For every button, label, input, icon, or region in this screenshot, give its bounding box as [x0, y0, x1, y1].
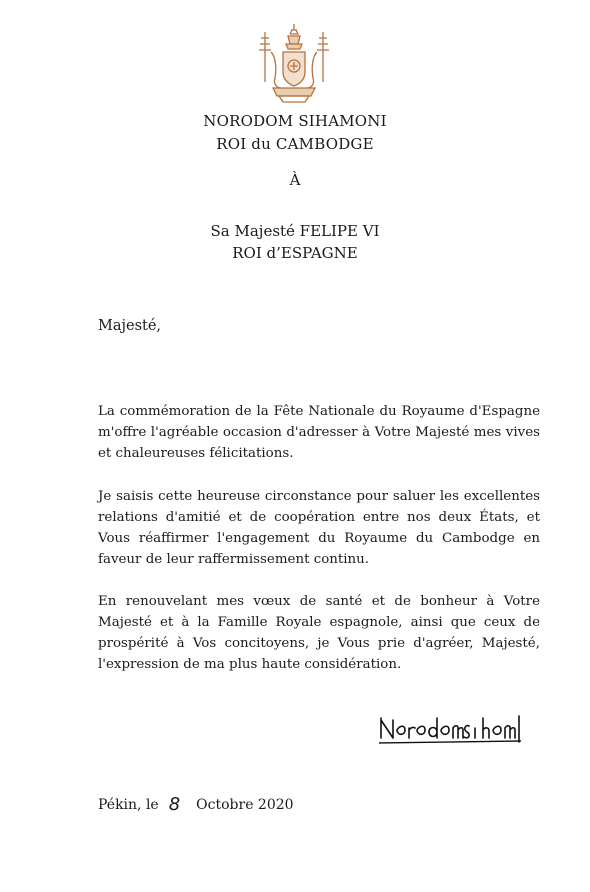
paragraph-2: [98, 486, 540, 570]
dateline-month-year: Octobre 2020: [196, 797, 294, 813]
paragraph-text: Je saisis cette heureuse circonstance pour saluer les excellentes relations d'amitié et de coopération entre nos deux États, et Vous réaffirmer l'engagement du Royaume du Cambodge en faveur de leur raffermissement continu.: [98, 489, 540, 567]
salutation: Majesté,: [98, 318, 162, 334]
recipient-name: Sa Majesté FELIPE VI: [210, 222, 380, 240]
paragraph-3: [98, 591, 540, 675]
paragraph-1: [98, 401, 540, 464]
paragraph-text: En renouvelant mes vœux de santé et de bonheur à Votre Majesté et à la Famille Royale espagnole, ainsi que ceux de prospérité à Vos concitoyens, je Vous prie d'agréer, Majesté, l'expression de ma plus haute considération.: [98, 594, 540, 672]
to-word: À: [289, 171, 301, 189]
signature: [375, 712, 525, 748]
paragraph-text: La commémoration de la Fête Nationale du Royaume d'Espagne m'offre l'agréable occasion d'adresser à Votre Majesté mes vives et chaleureuses félicitations.: [98, 404, 540, 461]
recipient-block: [0, 220, 590, 264]
dateline-day: 8: [168, 794, 181, 815]
dateline-prefix: Pékin, le: [98, 797, 159, 813]
sender-block: [0, 110, 590, 156]
recipient-title: ROI d’ESPAGNE: [232, 244, 358, 262]
sender-name: NORODOM SIHAMONI: [203, 112, 387, 130]
dateline: [98, 794, 294, 815]
sender-title: ROI du CAMBODGE: [216, 135, 374, 153]
royal-arms-of-cambodia-icon: [255, 22, 333, 106]
